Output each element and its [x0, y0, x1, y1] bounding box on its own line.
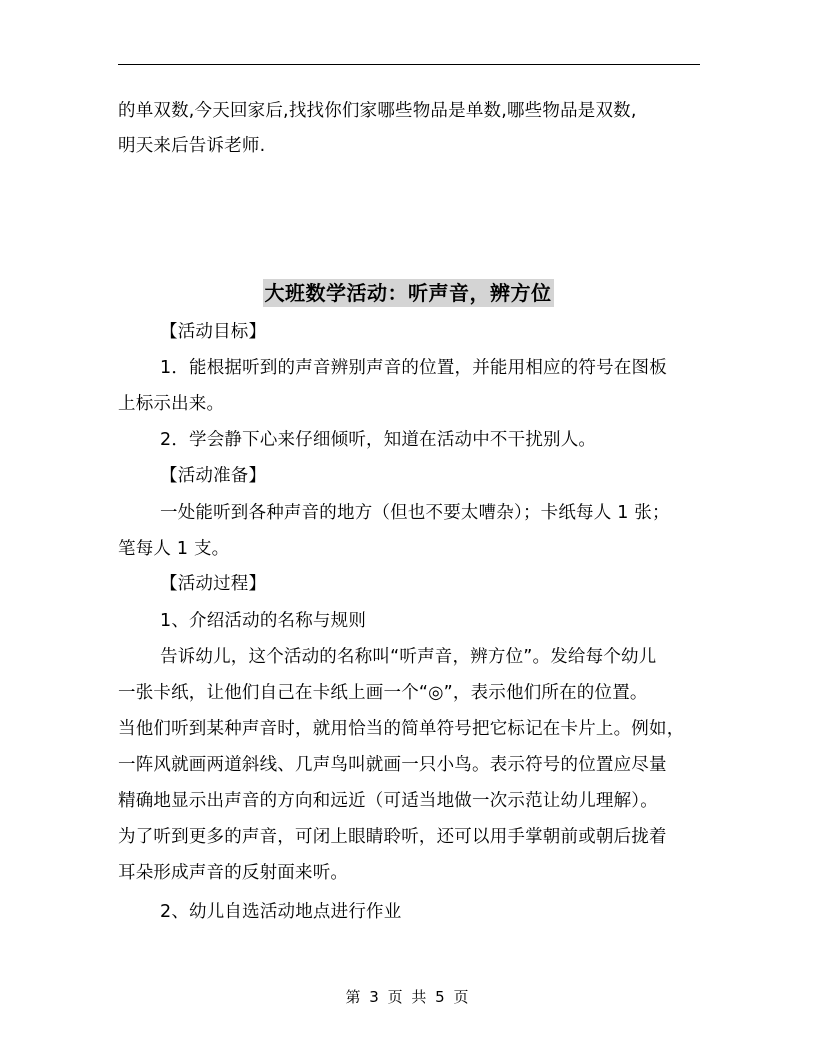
section-heading-goals: 【活动目标】: [160, 322, 267, 342]
step-1-paragraph-line: 一阵风就画两道斜线、几声鸟叫就画一只小鸟。表示符号的位置应尽量: [118, 755, 667, 775]
step-1-paragraph-line: 为了听到更多的声音，可闭上眼睛聆听，还可以用手掌朝前或朝后拢着: [118, 827, 667, 847]
section-heading-process: 【活动过程】: [160, 574, 267, 594]
goal-2: 2．学会静下心来仔细倾听，知道在活动中不干扰别人。: [160, 430, 597, 450]
title-container: [0, 279, 816, 307]
page-number-footer: 第 3 页 共 5 页: [345, 988, 471, 1006]
step-1-paragraph-line: 告诉幼儿，这个活动的名称叫“听声音，辨方位”。发给每个幼儿: [160, 647, 657, 667]
goal-1-line-1: 1．能根据听到的声音辨别声音的位置，并能用相应的符号在图板: [160, 358, 667, 378]
step-2-title: 2、幼儿自选活动地点进行作业: [160, 902, 402, 922]
header-rule: [118, 64, 700, 65]
document-title: 大班数学活动：听声音，辨方位: [264, 281, 552, 305]
step-1-paragraph-line: 当他们听到某种声音时，就用恰当的简单符号把它标记在卡片上。例如，: [118, 719, 685, 739]
step-1-paragraph-line: 精确地显示出声音的方向和远近（可适当地做一次示范让幼儿理解）。: [118, 791, 658, 811]
prep-line-2: 笔每人 1 支。: [118, 539, 230, 559]
step-1-title: 1、介绍活动的名称与规则: [160, 611, 367, 631]
section-heading-prep: 【活动准备】: [160, 466, 267, 486]
prep-line-1: 一处能听到各种声音的地方（但也不要太嘈杂）；卡纸每人 1 张；: [160, 503, 670, 523]
paragraph-line: 的单双数,今天回家后,找找你们家哪些物品是单数,哪些物品是双数,: [118, 101, 637, 121]
step-1-paragraph-line: 一张卡纸，让他们自己在卡纸上画一个“◎”，表示他们所在的位置。: [118, 683, 648, 703]
step-1-paragraph-line: 耳朵形成声音的反射面来听。: [118, 863, 349, 883]
goal-1-line-2: 上标示出来。: [118, 394, 225, 414]
paragraph-line: 明天来后告诉老师.: [118, 136, 266, 156]
